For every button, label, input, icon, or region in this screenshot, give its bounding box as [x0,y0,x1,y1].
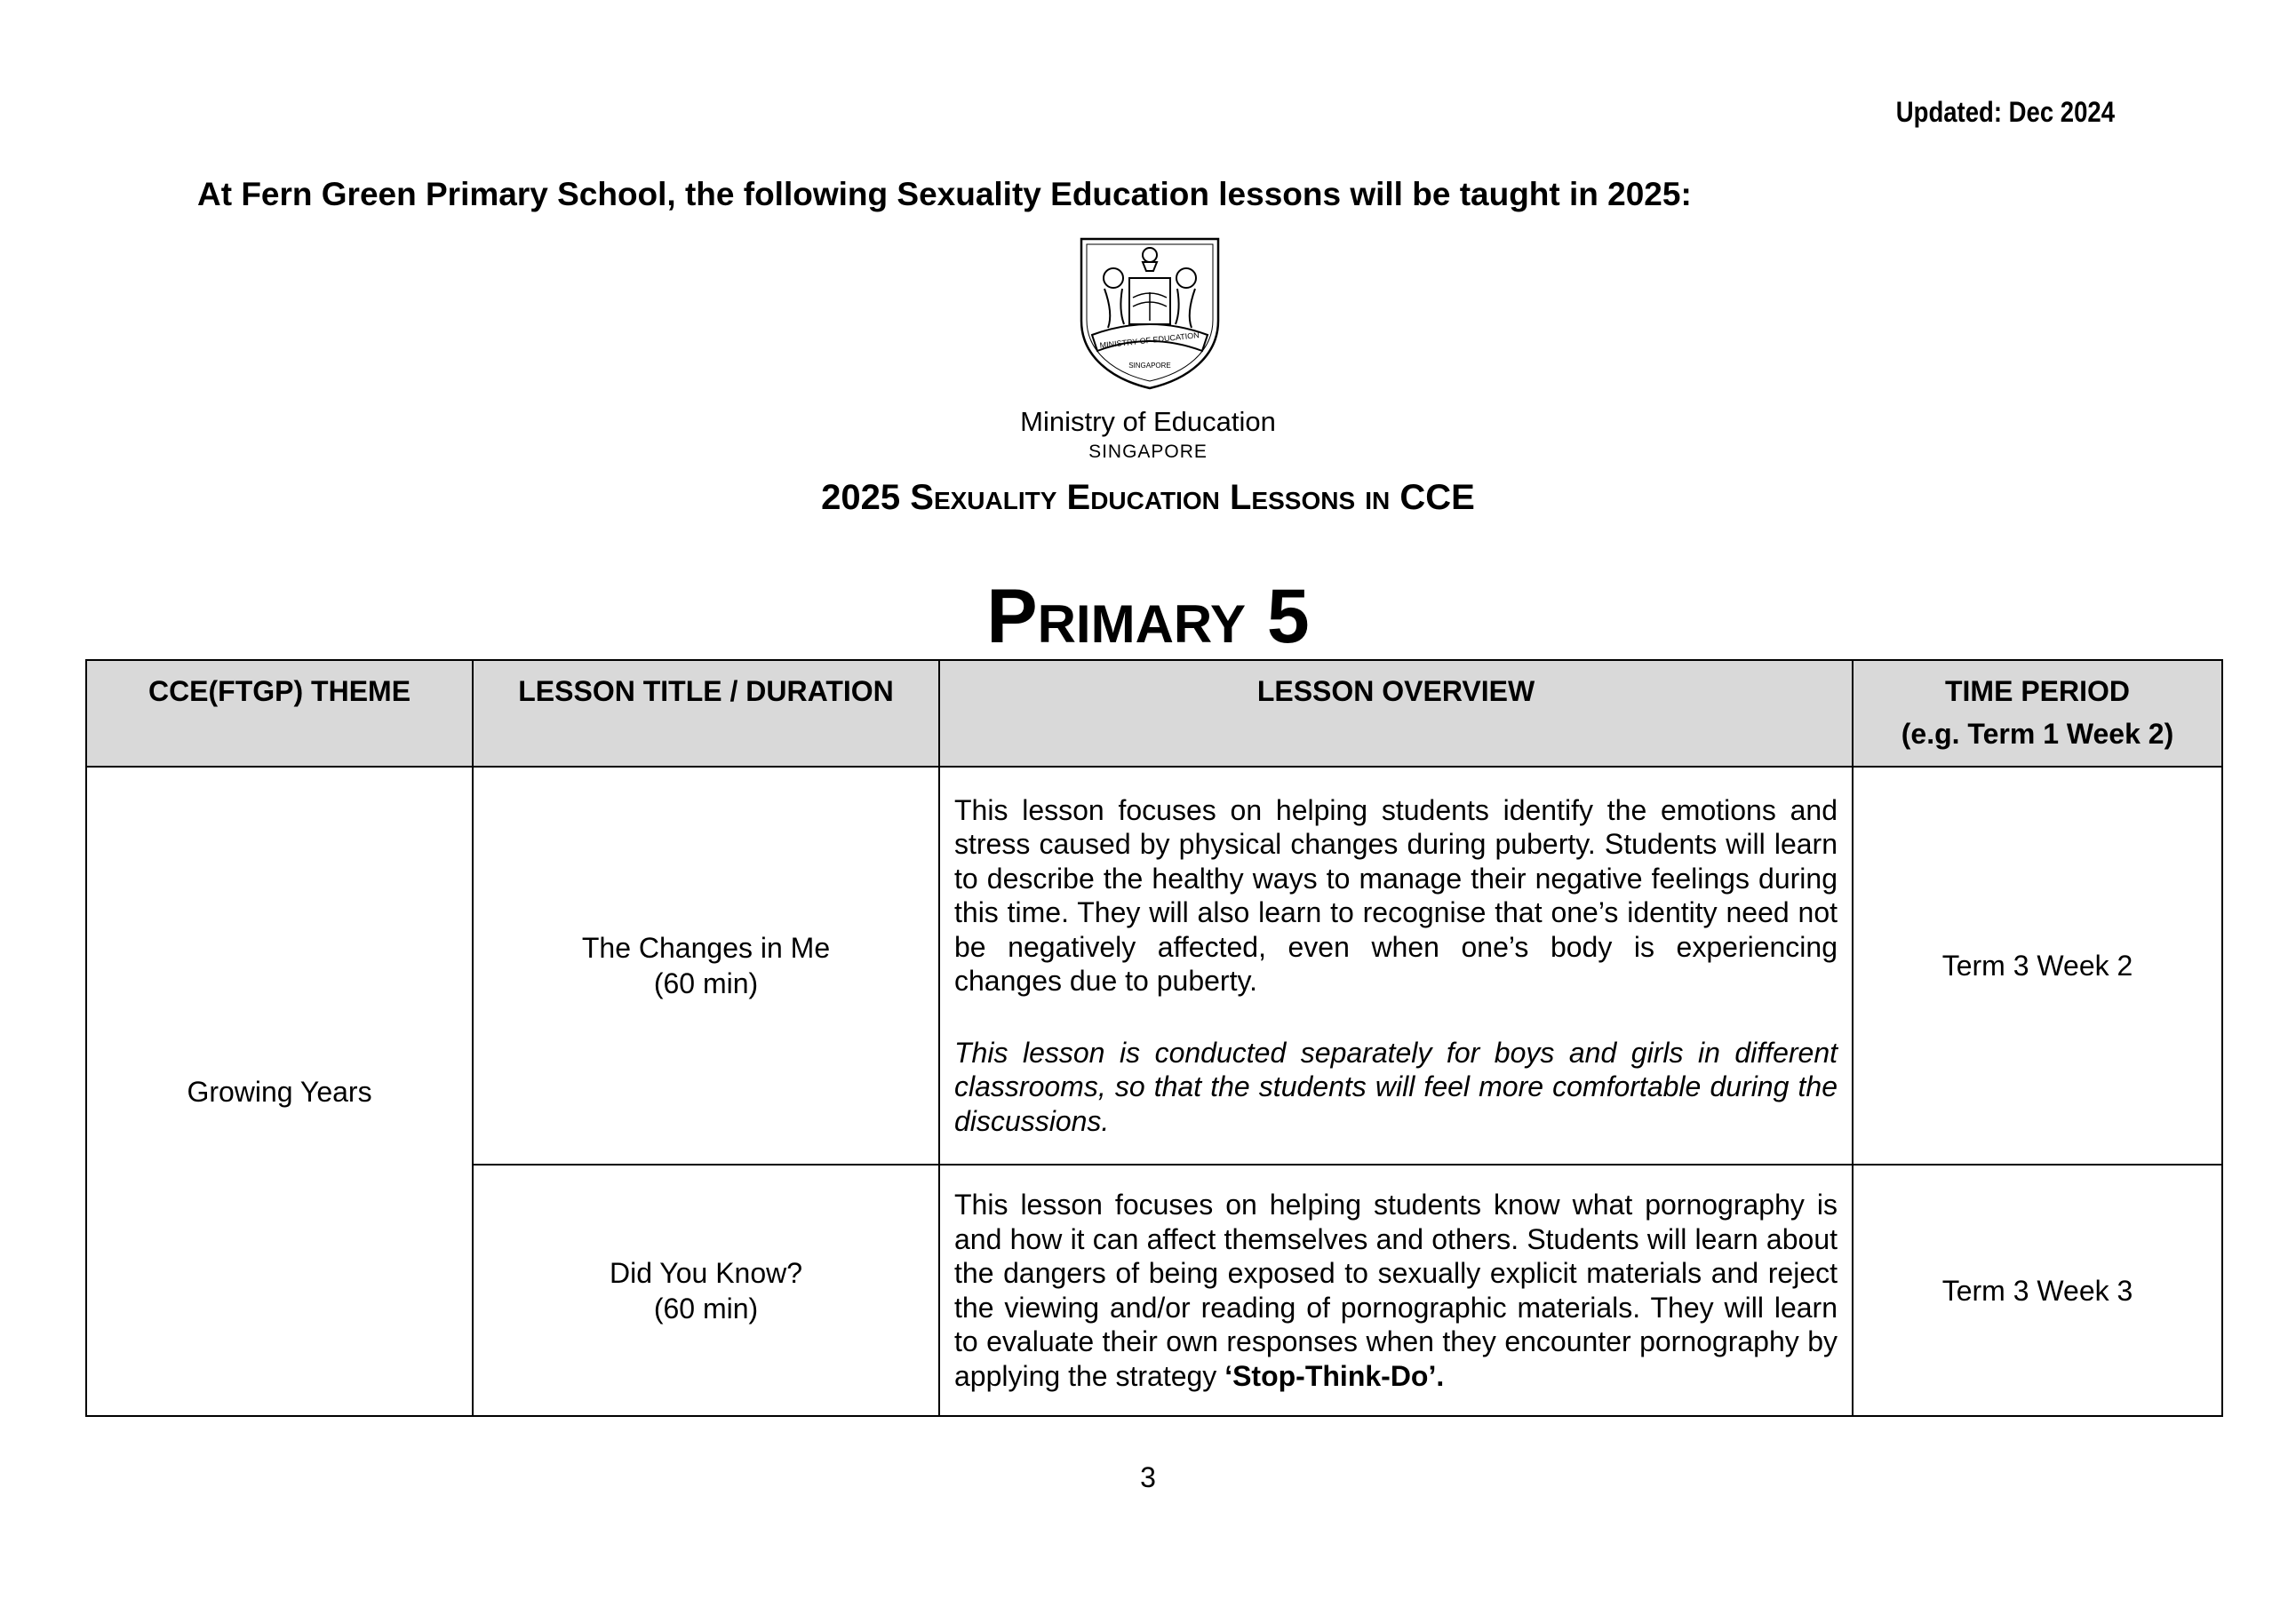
table-row [86,767,2222,1165]
overview-cell [939,1165,1853,1416]
time-period-cell: Term 3 Week 2 [1853,767,2222,1165]
header-time-period [1853,660,2222,767]
table-header-row [86,660,2222,767]
level-heading: Primary 5 [986,574,1310,659]
header-theme: CCE(FTGP) THEME [86,660,473,767]
lesson-title-cell [473,767,939,1165]
overview-note: This lesson is conducted separately for boys and girls in different classrooms, so that the students will feel more comfortable during the discussions. [954,1036,1838,1137]
header-overview: LESSON OVERVIEW [939,660,1853,767]
lessons-table [85,659,2223,1417]
page-number: 3 [1140,1461,1156,1493]
lesson-title: The Changes in Me [581,932,831,964]
updated-date: Updated: Dec 2024 [1895,96,2115,128]
lesson-duration: (60 min) [653,967,759,999]
header-time-period-label: TIME PERIOD [1944,675,2130,707]
overview-cell [939,767,1853,1165]
overview-text: This lesson focuses on helping students identify the emotions and stress caused by physical changes during puberty. Students will learn to describe the healthy ways to manage their negative feelings during this time. They will also learn to recognise that one’s identity need not be negatively affected, even when one’s body is experiencing changes due to puberty. [954,793,1838,998]
overview-text: This lesson focuses on helping students know what pornography is and how it can affect themselves and others. Students will learn about the dangers of being exposed to sexually explicit materials and reject the viewing and/or reading of pornographic materials. They will learn to evaluate their own responses when they encounter pornography by applying the strategy [954,1189,1838,1392]
crest-ribbon-text: MINISTRY OF EDUCATION [1099,330,1200,350]
lesson-title-cell [473,1165,939,1416]
crest-base-text: SINGAPORE [1128,362,1171,370]
header-lesson-title: LESSON TITLE / DURATION [473,660,939,767]
overview-text-block [954,1188,1838,1393]
ministry-country: SINGAPORE [1088,442,1208,462]
moe-crest-logo [1078,235,1222,392]
lesson-title: Did You Know? [609,1256,803,1289]
lesson-duration: (60 min) [653,1292,759,1325]
time-period-cell: Term 3 Week 3 [1853,1165,2222,1416]
ministry-name: Ministry of Education [1020,406,1276,437]
intro-text: At Fern Green Primary School, the following Sexuality Education lessons will be taught in 2025: [197,176,1692,212]
overview-strategy: ‘Stop-Think-Do’. [1224,1359,1445,1392]
theme-cell: Growing Years [86,767,473,1416]
header-time-period-example: (e.g. Term 1 Week 2) [1901,718,2174,750]
document-title: 2025 Sexuality Education Lessons in CCE [821,478,1475,517]
